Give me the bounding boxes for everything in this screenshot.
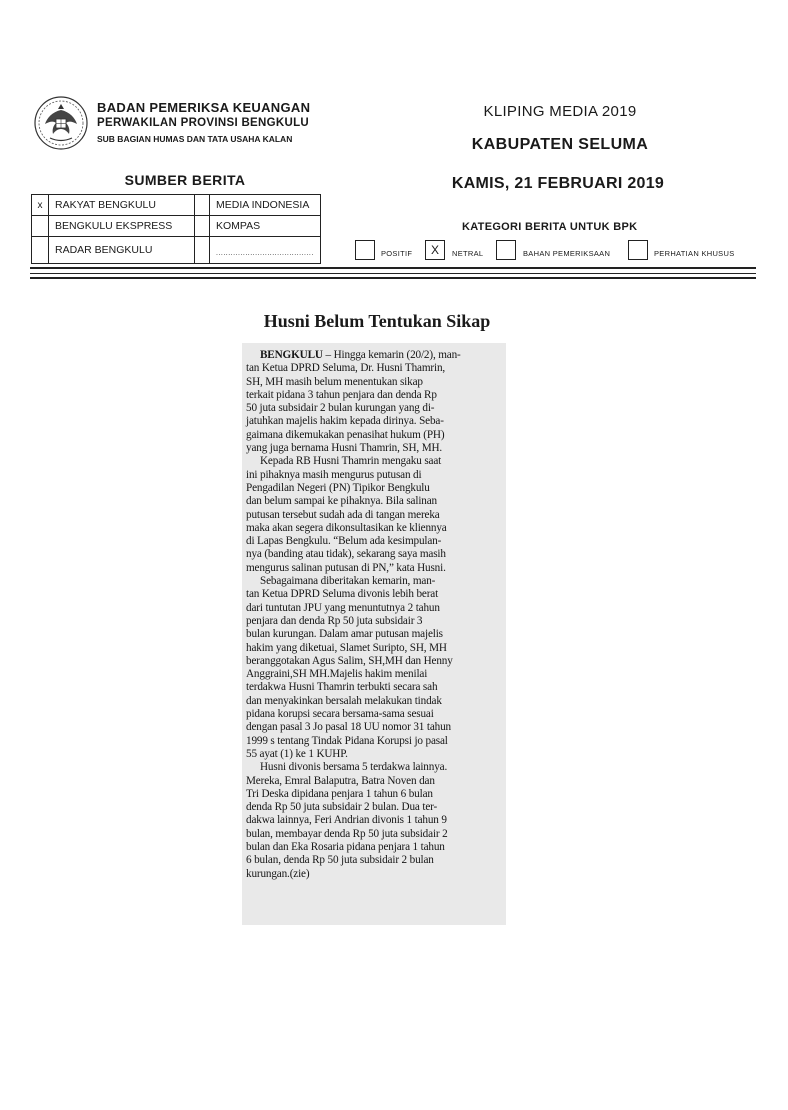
article-paragraph: Sebagaimana diberitakan kemarin, man- tan Ketua DPRD Seluma divonis lebih berat dari tuntutan JPU yang menuntutnya 2 tahun penjara dan denda Rp 50 juta subsidair 3 bulan kurungan. Dalam amar putusan majelis hakim yang diketuai, Slamet Suripto, SH, MH beranggotakan Agus Salim, SH,MH dan Henny Anggraini,SH MH.Majelis hakim menilai terdakwa Husni Thamrin terbukti secara sah dan menyakinkan bersalah melakukan tindak pidana korupsi secara bersama-sama sesuai dengan pasal 3 Jo pasal 18 UU nomor 31 tahun 1999 s tentang Tindak Pidana Korupsi jo pasal 55 ayat (1) ke 1 KUHP. (246, 575, 453, 760)
org-office: PERWAKILAN PROVINSI BENGKULU (97, 117, 310, 129)
category-checkbox-perhatian-khusus (628, 240, 648, 260)
source-table (31, 194, 321, 264)
source-name-blank: ........................................ (210, 237, 321, 264)
category-checkbox-positif (355, 240, 375, 260)
source-name: RADAR BENGKULU (49, 237, 195, 264)
category-label-bahan-pemeriksaan: BAHAN PEMERIKSAAN (523, 249, 611, 258)
header-divider (30, 267, 756, 269)
table-row (32, 195, 321, 216)
org-name: BADAN PEMERIKSA KEUANGAN (97, 100, 311, 115)
category-label-perhatian-khusus: PERHATIAN KHUSUS (654, 249, 735, 258)
article-paragraph: Kepada RB Husni Thamrin mengaku saat ini pihaknya masih mengurus putusan di Pengadilan Negeri (PN) Tipikor Bengkulu dan belum sampai ke pihaknya. Bila salinan putusan tersebut sudah ada di tangan mereka maka akan segera dikonsultasikan ke kliennya di Lapas Bengkulu. “Belum ada kesimpulan- nya (banding atau tidak), sekarang saya masih mengurus salinan putusan di PN,” kata Husni. (246, 455, 447, 574)
article-paragraph: Husni divonis bersama 5 terdakwa lainnya. Mereka, Emral Balaputra, Batra Noven dan Tri Deska dipidana penjara 1 tahun 6 bulan denda Rp 50 juta subsidair 2 bulan. Dua ter- dakwa lainnya, Feri Andrian divonis 1 tahun 9 bulan, membayar denda Rp 50 juta subsidair 2 bulan dan Eka Rosaria pidana penjara 1 tahun 6 bulan, denda Rp 50 juta subsidair 2 bulan kurungan.(zie) (246, 761, 448, 880)
category-checkbox-bahan-pemeriksaan (496, 240, 516, 260)
category-title: KATEGORI BERITA UNTUK BPK (462, 221, 638, 233)
clipping-title: KLIPING MEDIA 2019 (483, 103, 637, 120)
source-mark (32, 216, 49, 237)
source-mark: x (32, 195, 49, 216)
garuda-emblem-icon (30, 90, 92, 152)
article-dateline: BENGKULU (260, 349, 323, 361)
article-paragraph: BENGKULU – Hingga kemarin (20/2), man- tan Ketua DPRD Seluma, Dr. Husni Thamrin, SH, MH masih belum menentukan sikap terkait pidana 3 tahun penjara dan denda Rp 50 juta subsidair 2 bulan kurungan yang di- jatuhkan majelis hakim kepada dirinya. Seba- gaimana dikemukakan penasihat hukum (PH) yang juga bernama Husni Thamrin, SH, MH. (246, 349, 461, 455)
org-division: SUB BAGIAN HUMAS DAN TATA USAHA KALAN (97, 134, 293, 144)
source-name: RAKYAT BENGKULU (49, 195, 195, 216)
source-mark (195, 237, 210, 264)
source-mark (195, 195, 210, 216)
source-title: SUMBER BERITA (124, 172, 246, 188)
source-name: MEDIA INDONESIA (210, 195, 321, 216)
source-mark (195, 216, 210, 237)
source-name: KOMPAS (210, 216, 321, 237)
category-checkbox-netral: X (425, 240, 445, 260)
header-divider (30, 277, 756, 279)
news-clipping (242, 343, 506, 925)
source-mark (32, 237, 49, 264)
category-label-netral: NETRAL (452, 249, 484, 258)
organization-block (97, 100, 347, 146)
header-divider (30, 273, 756, 274)
region-title: KABUPATEN SELUMA (471, 136, 649, 153)
source-name: BENGKULU EKSPRESS (49, 216, 195, 237)
table-row (32, 216, 321, 237)
article-headline: Husni Belum Tentukan Sikap (263, 311, 491, 331)
category-label-positif: POSITIF (381, 249, 413, 258)
table-row (32, 237, 321, 264)
date-title: KAMIS, 21 FEBRUARI 2019 (451, 175, 665, 192)
